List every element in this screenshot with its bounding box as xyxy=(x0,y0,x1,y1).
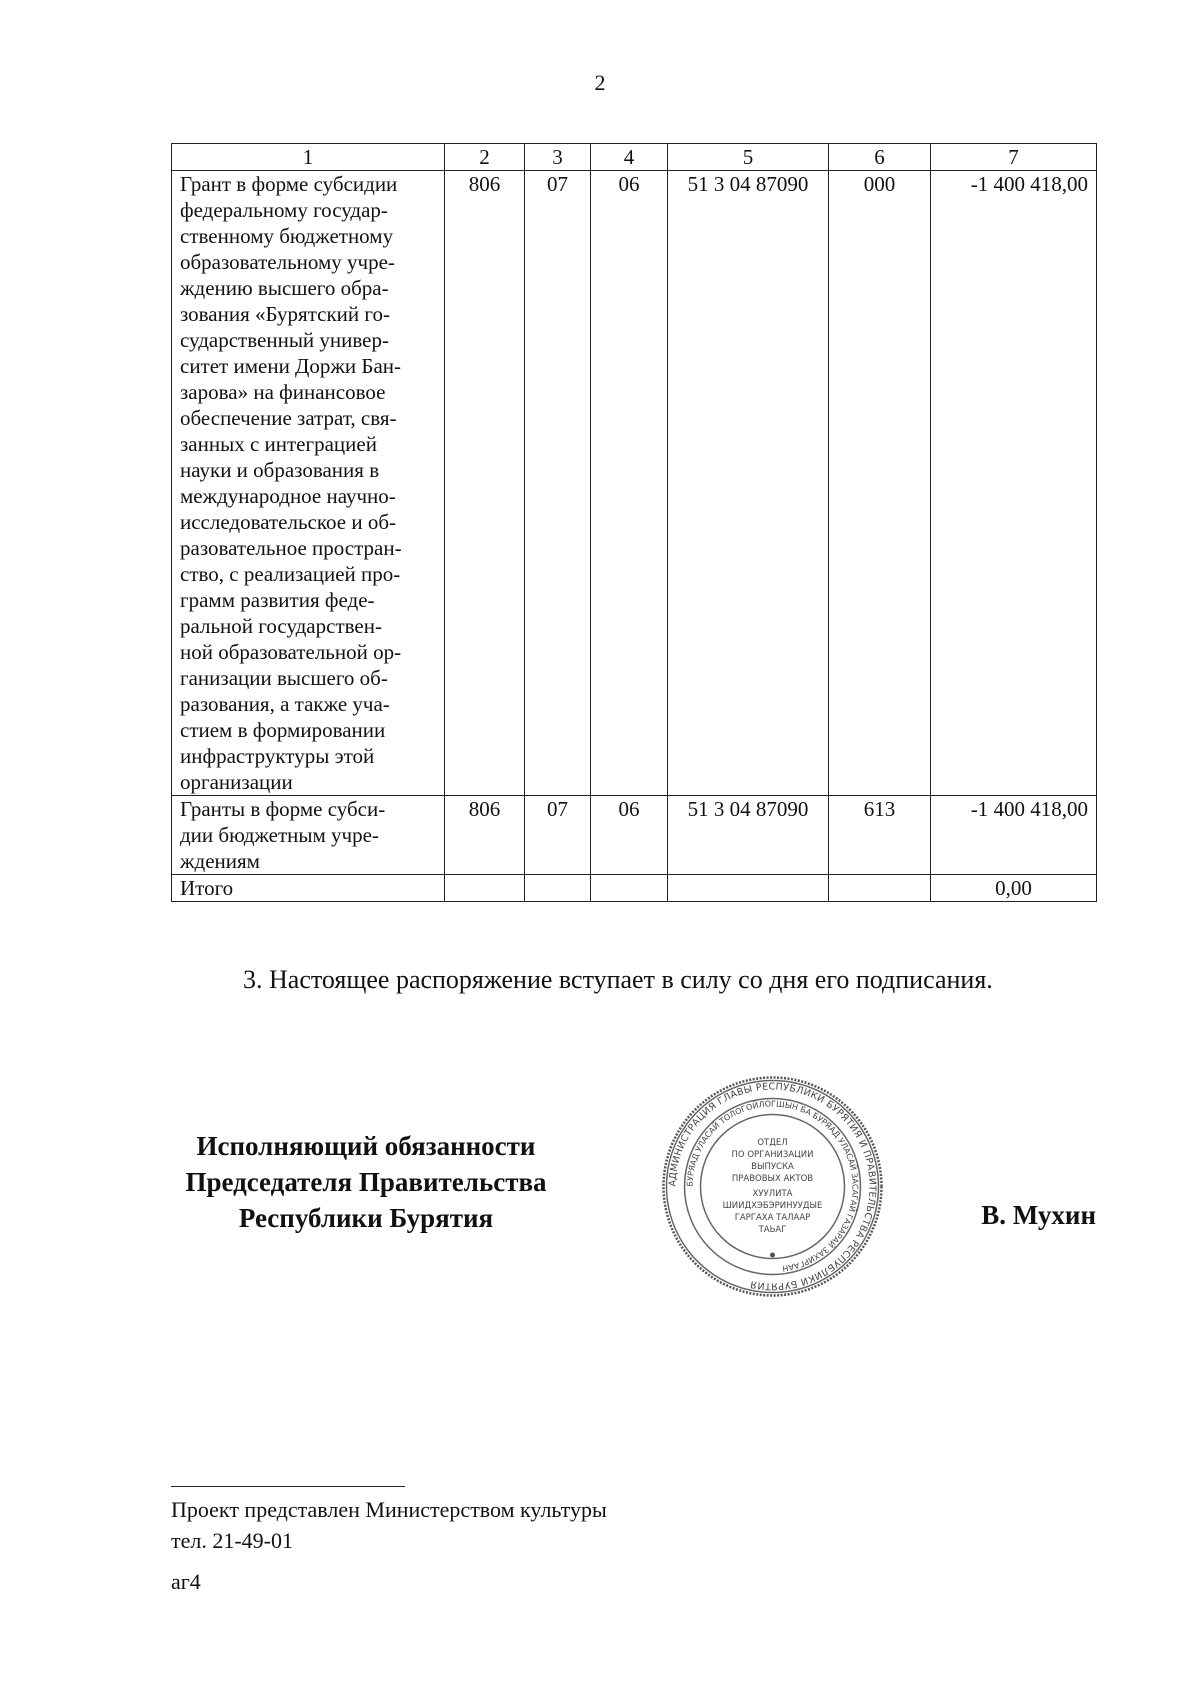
table-header-row xyxy=(172,144,1097,171)
signer-position-line: Республики Бурятия xyxy=(238,1203,494,1233)
seal-center-line: ПО ОРГАНИЗАЦИИ xyxy=(731,1150,814,1160)
description-line: Грант в форме субсидии xyxy=(180,172,398,196)
budget-table xyxy=(171,143,1097,902)
total-label: Итого xyxy=(172,875,445,902)
description-line: исследовательское и об- xyxy=(180,510,397,534)
seal-center-line: ШИИДХЭБЭРИНУУДЫЕ xyxy=(722,1201,823,1211)
row-description xyxy=(172,796,445,875)
description-line: зарова» на финансовое xyxy=(180,380,386,404)
ministry-code: 806 xyxy=(445,171,525,796)
footnote-line: Проект представлен Министерством культуры xyxy=(171,1497,607,1522)
table-row xyxy=(172,171,1097,796)
svg-text:БУРЯАД УЛАСАЙ ТОЛОГОЙЛОГШЫН БА xyxy=(685,1099,859,1273)
expense-type-code: 613 xyxy=(829,796,931,875)
subsection-code: 06 xyxy=(591,171,668,796)
document-code: аг4 xyxy=(171,1569,201,1594)
column-header: 4 xyxy=(591,144,668,171)
column-header: 7 xyxy=(931,144,1097,171)
ministry-code: 806 xyxy=(445,796,525,875)
signer-position-line: Председателя Правительства xyxy=(185,1167,547,1197)
column-header: 1 xyxy=(172,144,445,171)
svg-text:АДМИНИСТРАЦИЯ ГЛАВЫ РЕСПУБЛИКИ xyxy=(667,1081,877,1291)
seal-center-line: ВЫПУСКА xyxy=(751,1162,794,1172)
seal-inner-text: БУРЯАД УЛАСАЙ ТОЛОГОЙЛОГШЫН БА БУРЯАД УЛАСАЙ ЗАСАГАЙ ГАЗАРАЙ ЗАХИРГААН xyxy=(685,1099,860,1273)
table-row xyxy=(172,796,1097,875)
footnote xyxy=(171,1494,607,1556)
column-header: 3 xyxy=(525,144,591,171)
seal-center-line: ОТДЕЛ xyxy=(757,1138,788,1148)
description-line: ганизации высшего об- xyxy=(180,666,388,690)
description-line: разовательное простран- xyxy=(180,536,402,560)
description-line: инфраструктуры этой xyxy=(180,744,375,768)
description-line: дии бюджетным учре- xyxy=(180,823,379,847)
amount: -1 400 418,00 xyxy=(931,796,1097,875)
description-line: ной образовательной ор- xyxy=(180,640,402,664)
signer-name: В. Мухин xyxy=(981,1200,1096,1230)
seal-outer-text: АДМИНИСТРАЦИЯ ГЛАВЫ РЕСПУБЛИКИ БУРЯТИЯ И ПРАВИТЕЛЬСТВА РЕСПУБЛИКИ БУРЯТИЯ xyxy=(667,1081,878,1292)
clause-3: 3. Настоящее распоряжение вступает в силу со дня его подписания. xyxy=(243,965,993,994)
footnote-divider xyxy=(171,1486,405,1487)
seal-dot xyxy=(770,1253,775,1258)
description-line: ситет имени Доржи Бан- xyxy=(180,354,401,378)
description-line: стием в формировании xyxy=(180,718,386,742)
row-description xyxy=(172,171,445,796)
column-header: 6 xyxy=(829,144,931,171)
description-line: ждениям xyxy=(180,849,260,873)
footnote-line: тел. 21-49-01 xyxy=(171,1528,294,1553)
target-article-code: 51 3 04 87090 xyxy=(668,796,829,875)
description-line: зования «Бурятский го- xyxy=(180,302,390,326)
description-line: организации xyxy=(180,770,293,794)
section-code: 07 xyxy=(525,171,591,796)
description-line: грамм развития феде- xyxy=(180,588,375,612)
column-header: 2 xyxy=(445,144,525,171)
description-line: занных с интеграцией xyxy=(180,432,377,456)
description-line: сударственный универ- xyxy=(180,328,389,352)
column-header: 5 xyxy=(668,144,829,171)
seal-center-line: ГАРГАХА ТАЛААР xyxy=(734,1213,811,1223)
total-row xyxy=(172,875,1097,902)
description-line: ство, с реализацией про- xyxy=(180,562,401,586)
description-line: разования, а также уча- xyxy=(180,692,390,716)
seal-center-line: ПРАВОВЫХ АКТОВ xyxy=(731,1174,814,1184)
total-amount: 0,00 xyxy=(931,875,1097,902)
signer-position xyxy=(166,1128,566,1236)
description-line: международное научно- xyxy=(180,484,396,508)
subsection-code: 06 xyxy=(591,796,668,875)
expense-type-code: 000 xyxy=(829,171,931,796)
description-line: ственному бюджетному xyxy=(180,224,394,248)
seal-center-line: ХУУЛИТА xyxy=(752,1189,793,1199)
seal-center-line: ТАЬАГ xyxy=(758,1225,787,1235)
amount: -1 400 418,00 xyxy=(931,171,1097,796)
target-article-code: 51 3 04 87090 xyxy=(668,171,829,796)
section-code: 07 xyxy=(525,796,591,875)
description-line: ральной государствен- xyxy=(180,614,382,638)
description-line: ждению высшего обра- xyxy=(180,276,389,300)
description-line: обеспечение затрат, свя- xyxy=(180,406,397,430)
description-line: Гранты в форме субси- xyxy=(180,797,386,821)
description-line: науки и образования в xyxy=(180,458,380,482)
description-line: федеральному государ- xyxy=(180,198,388,222)
official-seal-stamp xyxy=(660,1074,885,1299)
page-number: 2 xyxy=(594,70,606,95)
description-line: образовательному учре- xyxy=(180,250,395,274)
signer-position-line: Исполняющий обязанности xyxy=(196,1131,536,1161)
